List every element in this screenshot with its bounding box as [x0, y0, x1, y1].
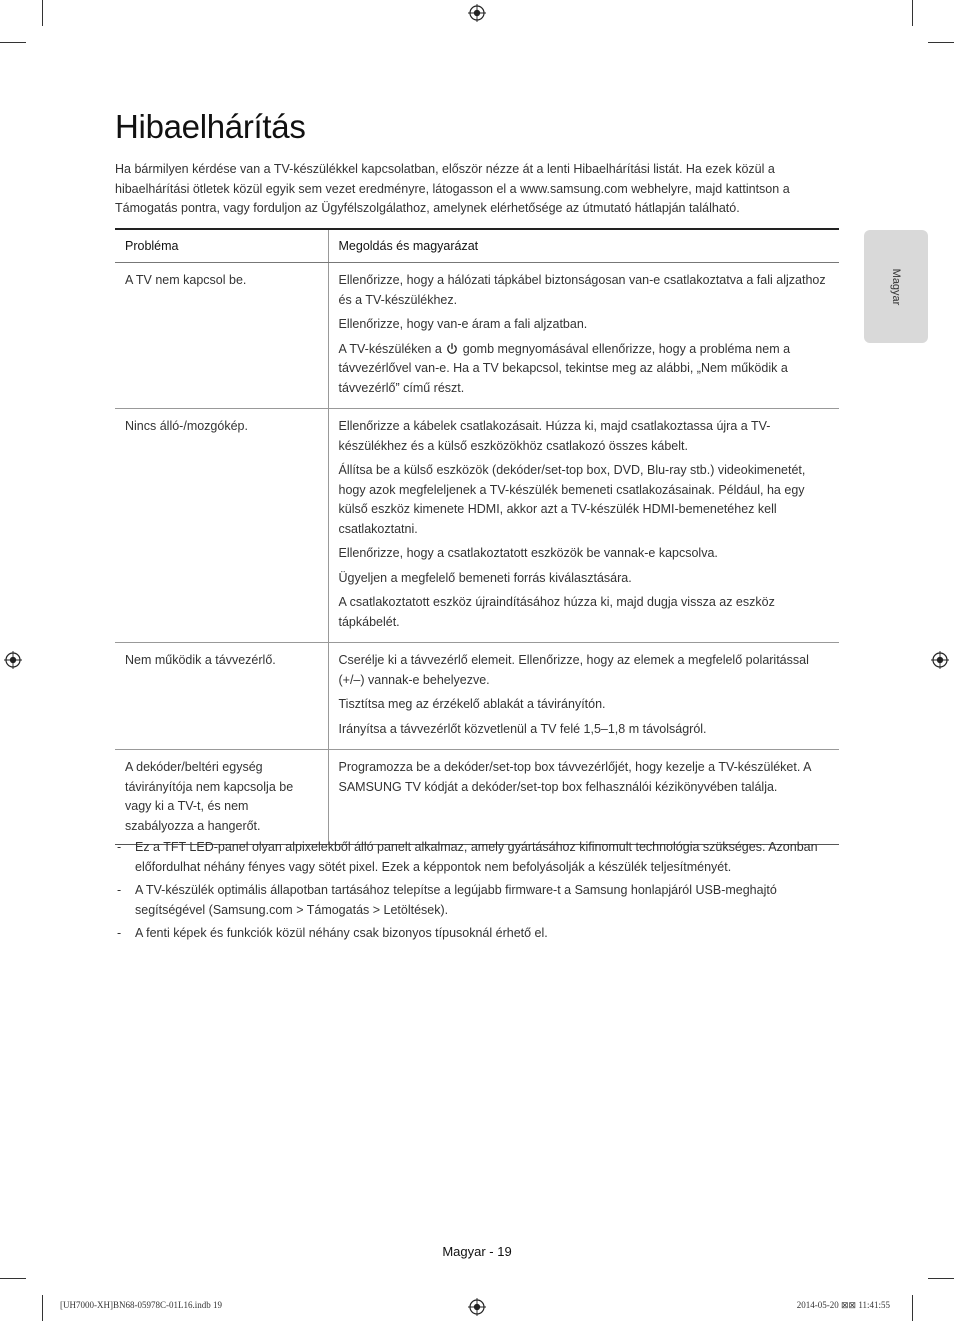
crop-mark: [0, 42, 26, 43]
crop-mark: [42, 1295, 43, 1321]
solution-item: Ellenőrizze, hogy van-e áram a fali aljzatban.: [338, 317, 588, 331]
solution-text: A TV-készüléken a: [338, 341, 442, 356]
registration-mark-icon: [468, 1298, 486, 1316]
table-header-row: [115, 229, 839, 263]
solution-item: Ellenőrizze, hogy a csatlakoztatott eszközök be vannak-e kapcsolva.: [338, 546, 718, 560]
solution-item: Ellenőrizze a kábelek csatlakozásait. Húzza ki, majd csatlakoztassa újra a TV-készülékhez és a külső eszközökhöz csatlakozó összes kábelt.: [338, 419, 771, 453]
column-header-solution: Megoldás és magyarázat: [328, 229, 839, 263]
note-item: - Ez a TFT LED-panel olyan alpixelekből álló panelt alkalmaz, amely gyártásához kifinomult technológia szükséges. Azonban előfordulhat néhány fényes vagy sötét pixel. Ezek a képpontok nem befolyásolják a készülék teljesítményét.: [115, 838, 835, 877]
solution-item: Tisztítsa meg az érzékelő ablakát a távirányítón.: [338, 697, 606, 711]
solution-cell: [328, 409, 839, 643]
table-row: [115, 643, 839, 750]
print-slug-file: [UH7000-XH]BN68-05978C-01L16.indb 19: [60, 1300, 222, 1310]
solution-item: Ellenőrizze, hogy a hálózati tápkábel biztonságosan van-e csatlakoztatva a fali aljzathoz és a TV-készülékhez.: [338, 273, 826, 307]
solution-item: A csatlakoztatott eszköz újraindításához húzza ki, majd dugja vissza az eszköz tápkábelét.: [338, 595, 775, 629]
note-item: - A fenti képek és funkciók közül néhány csak bizonyos típusoknál érhető el.: [115, 924, 835, 944]
print-slug-date: 2014-05-20 ⊠⊠ 11:41:55: [796, 1300, 890, 1310]
page-title: Hibaelhárítás: [115, 108, 306, 145]
crop-mark: [0, 1278, 26, 1279]
intro-paragraph: Ha bármilyen kérdése van a TV-készülékkel kapcsolatban, először nézze át a lenti Hibaelhárítási listát. Ha ezek közül a hibaelhárítási ötletek közül egyik sem vezet eredményre, látogasson el a www.samsung.com webhelyre, majd kattintson a Támogatás pontra, vagy forduljon az Ügyfélszolgálathoz, amelynek elérhetősége az útmutató hátlapján található.: [115, 162, 790, 215]
crop-mark: [928, 1278, 954, 1279]
solution-cell: [328, 750, 839, 845]
registration-mark-icon: [931, 651, 949, 669]
solution-item: Irányítsa a távvezérlőt közvetlenül a TV felé 1,5–1,8 m távolságról.: [338, 721, 707, 736]
solution-item: Cserélje ki a távvezérlő elemeit. Ellenőrizze, hogy az elemek a megfelelő polaritással (+/–) vannak-e behelyezve.: [338, 653, 809, 687]
crop-mark: [42, 0, 43, 26]
table-row: [115, 750, 839, 845]
solution-item: Állítsa be a külső eszközök (dekóder/set-top box, DVD, Blu-ray stb.) videokimenetét, hogy azok megfeleljenek a TV-készülék bemeneti csatlakozásainak. Például, ha egy külső eszköz kimenete HDMI, akkor azt a TV-készülék HDMI-bemenetéhez kell csatlakoztatni.: [338, 463, 806, 536]
power-icon: [446, 342, 458, 354]
crop-mark: [928, 42, 954, 43]
table-row: [115, 263, 839, 409]
solution-text: gomb megnyomásával ellenőrizze, hogy a probléma nem a távvezérlővel van-e. Ha a TV bekapcsol, tekintse meg az alábbi, „Nem működik a távvezérlő” című részt.: [338, 341, 791, 395]
column-header-problem: Probléma: [115, 229, 328, 263]
registration-mark-icon: [468, 4, 486, 22]
language-side-tab-label: Magyar: [890, 268, 902, 305]
language-side-tab: [864, 230, 928, 343]
solution-cell: [328, 263, 839, 409]
solution-item: [339, 340, 830, 399]
troubleshooting-table: [115, 228, 839, 845]
crop-mark: [912, 0, 913, 26]
crop-mark: [912, 1295, 913, 1321]
registration-mark-icon: [4, 651, 22, 669]
solution-cell: [328, 643, 839, 750]
problem-cell: Nincs álló-/mozgókép.: [115, 409, 328, 643]
problem-cell: A dekóder/beltéri egység távirányítója nem kapcsolja be vagy ki a TV-t, és nem szabályozza a hangerőt.: [115, 750, 328, 845]
table-row: [115, 409, 839, 643]
page-number: Magyar - 19: [442, 1244, 512, 1259]
note-item: - A TV-készülék optimális állapotban tartásához telepítse a legújabb firmware-t a Samsung honlapjáról USB-meghajtó segítségével (Samsung.com > Támogatás > Letöltések).: [115, 881, 835, 920]
notes-list: [115, 838, 835, 948]
solution-item: Programozza be a dekóder/set-top box távvezérlőjét, hogy kezelje a TV-készüléket. A SAMSUNG TV kódját a dekóder/set-top box felhasználói kézikönyvében találja.: [338, 760, 811, 794]
solution-item: Ügyeljen a megfelelő bemeneti forrás kiválasztására.: [338, 570, 632, 585]
problem-cell: Nem működik a távvezérlő.: [115, 643, 328, 750]
problem-cell: A TV nem kapcsol be.: [115, 263, 328, 409]
